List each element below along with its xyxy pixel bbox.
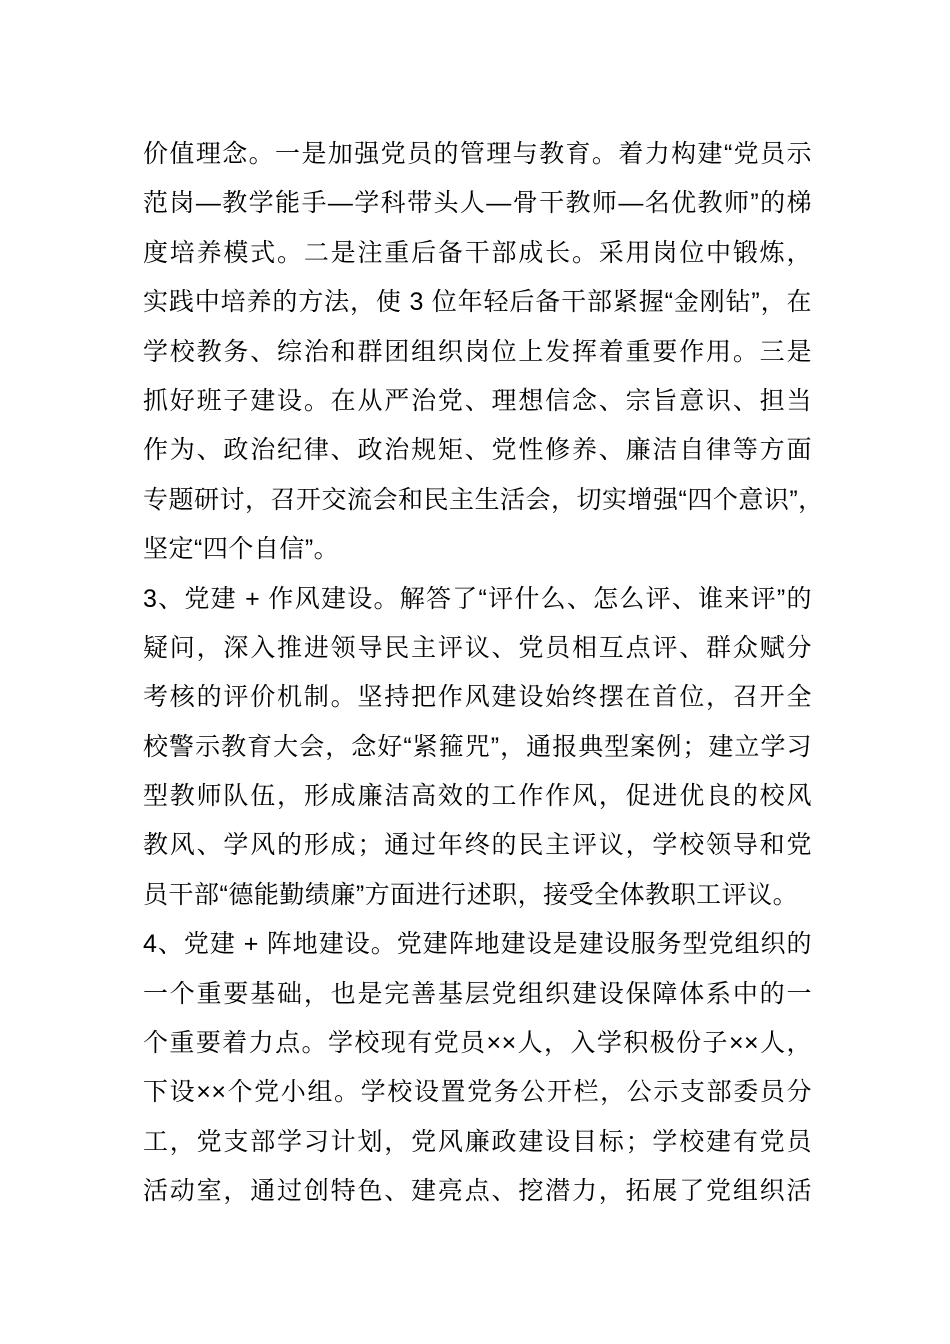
- text-line: 作为、政治纪律、政治规矩、党性修养、廉洁自律等方面: [143, 436, 812, 465]
- text-line: 度培养模式。二是注重后备干部成长。采用岗位中锻炼，: [143, 238, 812, 267]
- text-line: 下设××个党小组。学校设置党务公开栏，公示支部委员分: [143, 1078, 812, 1107]
- text-line: 价值理念。一是加强党员的管理与教育。着力构建“党员示: [143, 140, 812, 168]
- text-line: 学校教务、综治和群团组织岗位上发挥着重要作用。三是: [143, 337, 812, 366]
- text-line: 一个重要基础，也是完善基层党组织建设保障体系中的一: [143, 979, 812, 1008]
- text-line: 教风、学风的形成；通过年终的民主评议，学校领导和党: [143, 831, 812, 860]
- document-body: [143, 130, 824, 1217]
- text-line: 抓好班子建设。在从严治党、理想信念、宗旨意识、担当: [143, 386, 812, 415]
- text-line-paragraph-end: 员干部“德能勤绩廉”方面进行述职，接受全体教职工评议。: [143, 880, 799, 909]
- text-line: 考核的评价机制。坚持把作风建设始终摆在首位，召开全: [143, 683, 812, 712]
- text-line: 疑问，深入推进领导民主评议、党员相互点评、群众赋分: [143, 633, 812, 662]
- text-line: 专题研讨，召开交流会和民主生活会，切实增强“四个意识”，: [143, 485, 824, 514]
- text-line: 范岗—教学能手—学科带头人—骨干教师—名优教师”的梯: [143, 189, 812, 218]
- text-line: 型教师队伍，形成廉洁高效的工作作风，促进优良的校风: [143, 782, 812, 811]
- text-line: 个重要着力点。学校现有党员××人，入学积极份子××人，: [143, 1029, 812, 1058]
- text-line: 4、党建 + 阵地建设。党建阵地建设是建设服务型党组织的: [143, 930, 812, 959]
- text-line: 工，党支部学习计划，党风廉政建设目标；学校建有党员: [143, 1127, 812, 1156]
- text-line-paragraph-end: 坚定“四个自信”。: [143, 535, 340, 564]
- text-line: 校警示教育大会，念好“紧箍咒”，通报典型案例；建立学习: [143, 732, 812, 761]
- text-line: 3、党建 + 作风建设。解答了“评什么、怎么评、谁来评”的: [143, 584, 812, 613]
- text-line: 实践中培养的方法，使 3 位年轻后备干部紧握“金刚钻”，在: [143, 288, 812, 317]
- text-line: 活动室，通过创特色、建亮点、挖潜力，拓展了党组织活: [143, 1177, 812, 1206]
